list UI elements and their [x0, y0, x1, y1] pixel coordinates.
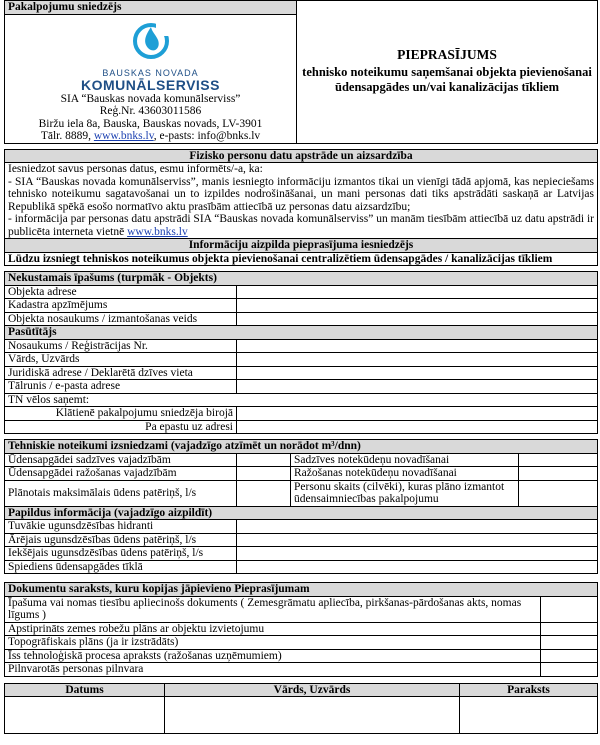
tech-left-label: Plānotais maksimālais ūdens patēriņš, l/s: [5, 480, 237, 506]
privacy-table: [4, 149, 598, 267]
customer-header: Pasūtītājs: [5, 326, 598, 340]
document-check[interactable]: [541, 596, 598, 622]
tech-right-label: Sadzīves notekūdeņu novadīšanai: [291, 453, 519, 467]
customer-input[interactable]: [237, 380, 598, 394]
privacy-link[interactable]: www.bnks.lv: [127, 225, 188, 238]
tech-table: [4, 439, 598, 574]
privacy-text-2: - SIA “Bauskas novada komunālserviss”, manis iesniegto informāciju izmantos tikai un vienīgi tādā apjomā, kas nepieciešams tehnisko noteikumu sagatavošanai un to izpildes nodrošināšanai, un mani personas dati tiks apstrādāti saskaņā ar Latvijas Republikā spēkā esošo normatīvo aktu prasībām attiecībā uz personas datu aizsardzību;: [8, 175, 594, 213]
signature-sign-header: Paraksts: [460, 683, 598, 697]
documents-table: [4, 582, 598, 677]
additional-input[interactable]: [237, 520, 598, 534]
logo-line1: BAUSKAS NOVADA: [102, 67, 199, 78]
property-input[interactable]: [237, 312, 598, 326]
tn-option-office: Klātienē pakalpojumu sniedzēja birojā: [5, 407, 237, 421]
documents-header: Dokumentu saraksts, kuru kopijas jāpievieno Pieprasījumam: [5, 583, 598, 597]
tech-right-label: Personu skaits (cilvēki), kuras plāno izmantot ūdensaimniecības pakalpojumu: [291, 480, 519, 506]
property-header: Nekustamais īpašums (turpmāk - Objekts): [5, 272, 598, 286]
additional-label: Ārējais ugunsdzēsības ūdens patēriņš, l/s: [5, 533, 237, 547]
document-item: Pilnvarotās personas pilnvara: [5, 663, 541, 677]
document-check[interactable]: [541, 622, 598, 636]
signature-name-header: Vārds, Uzvārds: [165, 683, 460, 697]
customer-label: Tālrunis / e-pasta adrese: [5, 380, 237, 394]
document-item: Īss tehnoloģiskā procesa apraksts (ražošanas uzņēmumiem): [5, 649, 541, 663]
logo-line2: KOMUNĀLSERVISS: [81, 76, 220, 93]
document-check[interactable]: [541, 649, 598, 663]
tn-option-office-input[interactable]: [237, 407, 598, 421]
tech-left-label: Ūdensapgādei ražošanas vajadzībām: [5, 467, 237, 481]
signature-sign-input[interactable]: [460, 697, 598, 734]
additional-input[interactable]: [237, 547, 598, 561]
additional-label: Spiediens ūdensapgādes tīklā: [5, 560, 237, 574]
privacy-text-3: - informācija par personas datu apstrādi SIA “Bauskas novada komunālserviss” un manām tiesībām attiecībā uz datu apstrādi ir publicēta interneta vietnē: [8, 213, 594, 238]
privacy-text: [5, 163, 598, 239]
tn-option-email-input[interactable]: [237, 420, 598, 434]
tech-left-input[interactable]: [237, 467, 291, 481]
tech-right-input[interactable]: [519, 480, 598, 506]
tn-label: TN vēlos saņemt:: [5, 393, 598, 407]
provider-header: Pakalpojumu sniedzējs: [5, 1, 297, 15]
email-text: , e-pasts: info@bnks.lv: [153, 130, 261, 142]
company-address: Biržu iela 8a, Bauska, Bauskas novads, LV-3901: [38, 117, 263, 130]
tech-left-input[interactable]: [237, 480, 291, 506]
tech-right-input[interactable]: [519, 467, 598, 481]
privacy-header: Fizisko personu datu apstrāde un aizsardzība: [5, 149, 598, 163]
title-cell: [297, 1, 598, 144]
request-header: Informāciju aizpilda pieprasījuma iesniedzējs: [5, 239, 598, 253]
privacy-text-3-wrap: [8, 213, 594, 238]
tech-header: Tehniskie noteikumi izsniedzami (vajadzīgo atzīmēt un norādot m³/dnn): [5, 440, 598, 454]
additional-label: Iekšējais ugunsdzēsības ūdens patēriņš, l/s: [5, 547, 237, 561]
property-label: Objekta nosaukums / izmantošanas veids: [5, 312, 237, 326]
request-text: Lūdzu izsniegt tehniskos noteikumus objekta pievienošanai centralizētiem ūdensapgādes / kanalizācijas tīkliem: [5, 252, 598, 266]
company-name: SIA “Bauskas novada komunālserviss”: [60, 92, 241, 105]
additional-label: Tuvākie ugunsdzēsības hidranti: [5, 520, 237, 534]
page-title: PIEPRASĪJUMS: [397, 46, 497, 62]
additional-header: Papildus informācija (vajadzīgo aizpildīt): [5, 506, 598, 520]
company-reg: Reģ.Nr. 43603011586: [99, 105, 202, 117]
header-table: [4, 0, 598, 144]
signature-table: [4, 683, 598, 735]
customer-label: Juridiskā adrese / Deklarētā dzīves vieta: [5, 366, 237, 380]
customer-label: Nosaukums / Reģistrācijas Nr.: [5, 339, 237, 353]
property-input[interactable]: [237, 299, 598, 313]
page-subtitle: tehnisko noteikumu saņemšanai objekta pievienošanai ūdensapgādes un/vai kanalizācijas tīkliem: [302, 65, 592, 94]
document-item: Apstiprināts zemes robežu plāns ar objektu izvietojumu: [5, 622, 541, 636]
document-check[interactable]: [541, 636, 598, 650]
privacy-text-1: Iesniedzot savus personas datus, esmu informēts/-a, ka:: [8, 163, 263, 175]
document-item: Īpašuma vai nomas tiesību apliecinošs dokuments ( Zemesgrāmatu apliecība, pirkšanas-pārdošanas akts, nomas līgums ): [5, 596, 541, 622]
tn-option-email: Pa epastu uz adresi: [5, 420, 237, 434]
provider-info: [5, 14, 297, 143]
tech-right-label: Ražošanas notekūdeņu novadīšanai: [291, 467, 519, 481]
signature-date-input[interactable]: [5, 697, 165, 734]
customer-input[interactable]: [237, 339, 598, 353]
tech-left-input[interactable]: [237, 453, 291, 467]
customer-label: Vārds, Uzvārds: [5, 353, 237, 367]
additional-input[interactable]: [237, 560, 598, 574]
tech-right-input[interactable]: [519, 453, 598, 467]
property-label: Kadastra apzīmējums: [5, 299, 237, 313]
tech-left-label: Ūdensapgādei sadzīves vajadzībām: [5, 453, 237, 467]
property-table: [4, 271, 598, 434]
signature-name-input[interactable]: [165, 697, 460, 734]
property-input[interactable]: [237, 285, 598, 299]
document-item: Topogrāfiskais plāns (ja ir izstrādāts): [5, 636, 541, 650]
customer-input[interactable]: [237, 366, 598, 380]
document-check[interactable]: [541, 663, 598, 677]
form-page: [4, 0, 598, 734]
company-logo-icon: [8, 18, 293, 68]
customer-input[interactable]: [237, 353, 598, 367]
additional-input[interactable]: [237, 533, 598, 547]
phone-text: Tālr. 8889,: [40, 130, 94, 142]
website-link[interactable]: www.bnks.lv: [93, 130, 154, 142]
property-label: Objekta adrese: [5, 285, 237, 299]
company-contacts: [8, 130, 293, 143]
signature-date-header: Datums: [5, 683, 165, 697]
